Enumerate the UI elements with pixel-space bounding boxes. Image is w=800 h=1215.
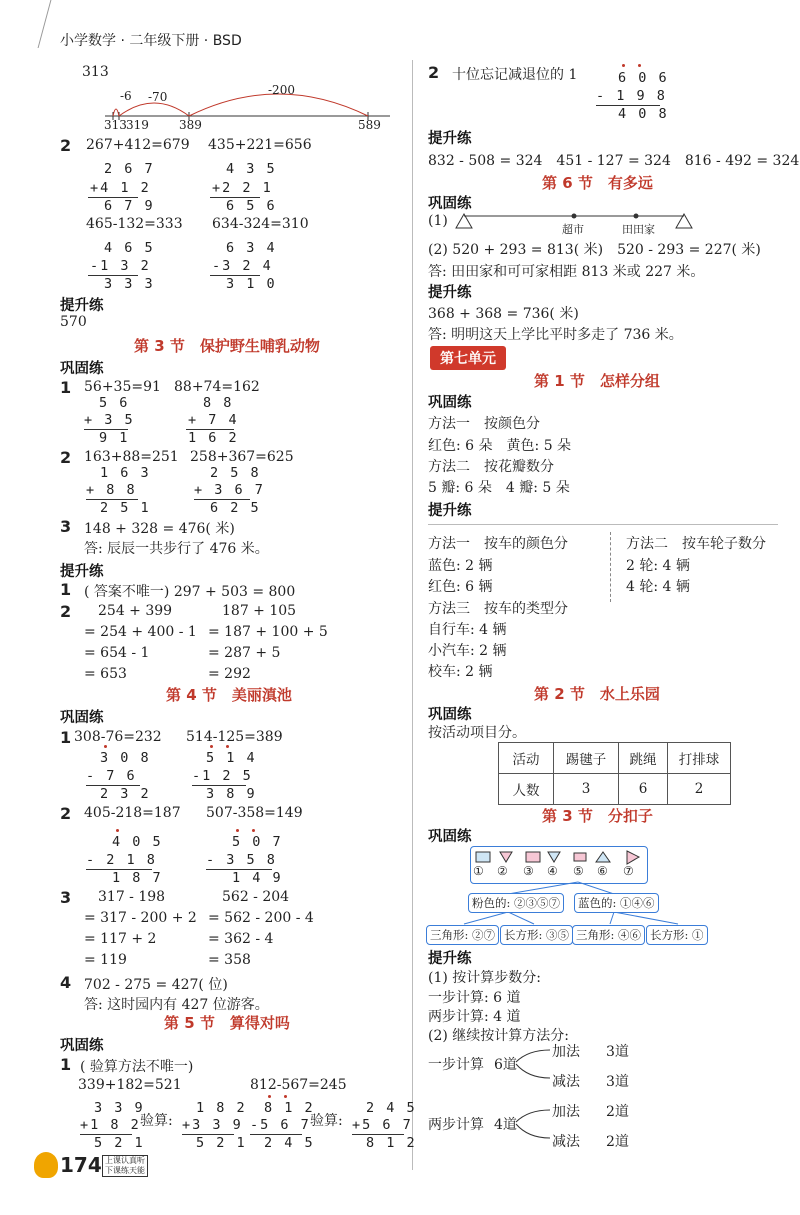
shape-number: ⑤ [573, 864, 584, 878]
page-header: 小学数学 · 二年级下册 · BSD [60, 33, 242, 49]
tree-root: 一步计算 [428, 1057, 484, 1073]
check-label: 验算: [140, 1113, 173, 1129]
step: = 287 + 5 [208, 645, 281, 661]
place-label: 超市 [562, 223, 584, 236]
tisheng-heading: 提升练 [60, 564, 104, 580]
line-tick-label: 319 [126, 118, 149, 132]
vertical-row: 3 1 0 [226, 276, 277, 292]
vertical-row: 6 7 9 [104, 198, 155, 214]
vertical-row: -5 6 7 [250, 1117, 311, 1133]
vertical-row: 2 5 8 [210, 465, 261, 481]
equation: 267+412=679 [86, 137, 190, 153]
method: 方法一 按车的颜色分 [428, 536, 568, 552]
vertical-row: 1 6 2 [188, 430, 239, 446]
tree-root: 两步计算 [428, 1117, 484, 1133]
equation: 258+367=625 [190, 449, 294, 465]
equation: 832 - 508 = 324 451 - 127 = 324 816 - 492 = 324 [428, 153, 800, 169]
branch-label: 减法 [552, 1074, 580, 1090]
tisheng-heading: 提升练 [428, 285, 472, 301]
method-result: 红色: 6 朵 黄色: 5 朵 [428, 438, 572, 454]
branch-label: 加法 [552, 1044, 580, 1060]
step: = 562 - 200 - 4 [208, 910, 314, 926]
dashed-divider [610, 532, 611, 602]
shapes-row [472, 849, 644, 865]
corner-mark [24, 0, 52, 48]
step: = 254 + 400 - 1 [84, 624, 197, 640]
vertical-row: 5 1 4 [206, 750, 257, 766]
gonggu-heading: 巩固练 [428, 196, 472, 212]
vertical-row: 6 0 6 [618, 70, 669, 86]
table-row [499, 774, 731, 805]
tisheng-heading: 提升练 [428, 503, 472, 519]
question-number: 2 [60, 448, 72, 467]
gonggu-heading: 巩固练 [428, 707, 472, 723]
borrow-dot [622, 64, 625, 67]
vertical-row: 5 6 [99, 395, 130, 411]
slogan-line: 下课练天能 [105, 1166, 145, 1175]
note: 十位忘记减退位的 1 [452, 67, 578, 83]
note: ( 验算方法不唯一) [80, 1059, 194, 1075]
step: = 653 [84, 666, 127, 682]
borrow-dot [268, 1095, 271, 1098]
vertical-row: +1 8 2 [80, 1117, 141, 1133]
step: = 187 + 100 + 5 [208, 624, 328, 640]
borrow-dot [116, 829, 119, 832]
method: 方法二 按花瓣数分 [428, 459, 554, 475]
vertical-row: 1 8 7 [112, 870, 163, 886]
vertical-row: 9 1 [99, 430, 130, 446]
vertical-row: 2 5 1 [100, 500, 151, 516]
borrow-dot [284, 1095, 287, 1098]
equation: 465-132=333 [86, 216, 183, 232]
vertical-row: 3 3 3 [104, 276, 155, 292]
vertical-row: - 2 1 8 [86, 852, 157, 868]
vertical-row: + 8 8 [86, 482, 137, 498]
table-cell: 人数 [499, 774, 554, 805]
step: 187 + 105 [222, 603, 297, 619]
branch-label: 加法 [552, 1104, 580, 1120]
vertical-row: 1 6 3 [100, 465, 151, 481]
vertical-row: - 1 9 8 [596, 88, 667, 104]
table-header: 活动 [499, 743, 554, 774]
vertical-row: +4 1 2 [90, 180, 151, 196]
gonggu-heading: 巩固练 [60, 710, 104, 726]
step: 317 - 198 [98, 889, 166, 905]
mascot-icon [34, 1152, 58, 1178]
part-label: (1) [428, 213, 448, 229]
slogan-box [102, 1155, 148, 1177]
method-result: 2 轮: 4 辆 [626, 558, 690, 574]
line-text: (2) 继续按计算方法分: [428, 1028, 569, 1044]
vertical-row: 6 5 6 [226, 198, 277, 214]
question-number: 4 [60, 973, 72, 992]
borrow-dot [252, 829, 255, 832]
check-label: 验算: [310, 1113, 343, 1129]
borrow-dot [638, 64, 641, 67]
vertical-row: -1 3 2 [90, 258, 151, 274]
group-leaf: 长方形: ③⑤ [500, 925, 573, 945]
vertical-row: 2 4 5 [264, 1135, 315, 1151]
tisheng-heading: 提升练 [428, 131, 472, 147]
top-number: 313 [82, 64, 109, 80]
question-number: 2 [60, 602, 72, 621]
answer: 570 [60, 314, 87, 330]
method: 方法二 按车轮子数分 [626, 536, 766, 552]
section-title: 第 6 节 有多远 [542, 174, 653, 192]
vertical-row: - 3 5 8 [206, 852, 277, 868]
page-number: 174 [60, 1153, 102, 1177]
vertical-row: + 3 5 [84, 412, 135, 428]
place-label: 田田家 [622, 223, 655, 236]
jump-label: -6 [120, 89, 132, 103]
tree-count: 4道 [494, 1117, 517, 1133]
vertical-row: 8 1 2 [264, 1100, 315, 1116]
table-header: 踢毽子 [554, 743, 619, 774]
step: 254 + 399 [98, 603, 173, 619]
table-row [499, 743, 731, 774]
method-result: 校车: 2 辆 [428, 664, 493, 680]
section-title: 第 2 节 水上乐园 [534, 685, 660, 703]
question-number: 1 [60, 378, 72, 397]
shape-number: ④ [547, 864, 558, 878]
question-number: 1 [60, 580, 72, 599]
section-title: 第 1 节 怎样分组 [534, 372, 660, 390]
borrow-dot [210, 745, 213, 748]
vertical-row: 3 8 9 [206, 786, 257, 802]
vertical-row: 8 1 2 [366, 1135, 417, 1151]
equation: 702 - 275 = 427( 位) [84, 977, 228, 993]
slogan-line: 上课认真听 [105, 1156, 145, 1165]
equation: 507-358=149 [206, 805, 303, 821]
vertical-row: +3 3 9 [182, 1117, 243, 1133]
equation: ( 答案不唯一) 297 + 503 = 800 [84, 584, 296, 600]
vertical-row: 2 4 5 [366, 1100, 417, 1116]
column-divider [412, 60, 413, 1170]
activity-table [498, 742, 731, 805]
tree-count: 6道 [494, 1057, 517, 1073]
borrow-dot [226, 745, 229, 748]
shape-number: ⑦ [623, 864, 634, 878]
borrow-dot [236, 829, 239, 832]
separator [428, 524, 778, 525]
vertical-row: - 7 6 [86, 768, 137, 784]
group-leaf: 长方形: ① [646, 925, 708, 945]
branch-label: 减法 [552, 1134, 580, 1150]
question-number: 3 [60, 517, 72, 536]
equation: (2) 520 + 293 = 813( 米) 520 - 293 = 227( 米) [428, 242, 761, 258]
group-leaf: 三角形: ④⑥ [572, 925, 645, 945]
equation: 88+74=162 [174, 379, 260, 395]
step: 562 - 204 [222, 889, 290, 905]
step: = 292 [208, 666, 251, 682]
equation: 514-125=389 [186, 729, 283, 745]
question-number: 3 [60, 888, 72, 907]
step: = 362 - 4 [208, 931, 274, 947]
vertical-row: 4 6 5 [104, 240, 155, 256]
branch-value: 2道 [606, 1104, 629, 1120]
vertical-row: 5 2 1 [94, 1135, 145, 1151]
method-result: 4 轮: 4 辆 [626, 579, 690, 595]
table-cell: 3 [554, 774, 619, 805]
question-number: 2 [60, 136, 72, 155]
vertical-row: 4 3 5 [226, 161, 277, 177]
vertical-row: 1 4 9 [232, 870, 283, 886]
group-pink: 粉色的: ②③⑤⑦ [468, 893, 564, 913]
vertical-row: 5 2 1 [196, 1135, 247, 1151]
equation: 56+35=91 [84, 379, 161, 395]
branch-lines [514, 1104, 554, 1144]
vertical-row: 2 3 2 [100, 786, 151, 802]
equation: 368 + 368 = 736( 米) [428, 306, 579, 322]
vertical-row: 1 8 2 [196, 1100, 247, 1116]
equation: 308-76=232 [74, 729, 162, 745]
shape-number: ② [497, 864, 508, 878]
line-text: 两步计算: 4 道 [428, 1009, 521, 1025]
vertical-row: 3 3 9 [94, 1100, 145, 1116]
section-title: 第 4 节 美丽滇池 [166, 686, 292, 704]
step: = 317 - 200 + 2 [84, 910, 197, 926]
equation: 339+182=521 [78, 1077, 182, 1093]
equation: 812-567=245 [250, 1077, 347, 1093]
answer: 答: 这时园内有 427 位游客。 [84, 997, 269, 1013]
shape-number: ③ [523, 864, 534, 878]
table-header: 跳绳 [619, 743, 668, 774]
vertical-row: +5 6 7 [352, 1117, 413, 1133]
line-text: 一步计算: 6 道 [428, 990, 521, 1006]
gonggu-heading: 巩固练 [428, 829, 472, 845]
shape-number: ⑥ [597, 864, 608, 878]
jump-label: -70 [148, 90, 168, 104]
tisheng-heading: 提升练 [60, 298, 104, 314]
note: 按活动项目分。 [428, 725, 526, 741]
answer: 答: 田田家和可可家相距 813 米或 227 米。 [428, 264, 705, 280]
vertical-row: -3 2 4 [212, 258, 273, 274]
step: = 119 [84, 952, 127, 968]
borrow-dot [104, 745, 107, 748]
vertical-row: 4 0 5 [112, 834, 163, 850]
vertical-row: 2 6 7 [104, 161, 155, 177]
answer: 答: 辰辰一共步行了 476 米。 [84, 541, 269, 557]
vertical-row: 6 3 4 [226, 240, 277, 256]
equation: 634-324=310 [212, 216, 309, 232]
section-title: 第 3 节 保护野生哺乳动物 [134, 337, 320, 355]
question-number: 1 [60, 728, 72, 747]
method-result: 5 瓣: 6 朵 4 瓣: 5 朵 [428, 480, 570, 496]
equation: 435+221=656 [208, 137, 312, 153]
method: 方法一 按颜色分 [428, 416, 540, 432]
table-cell: 6 [619, 774, 668, 805]
question-number: 2 [428, 63, 440, 82]
branch-value: 2道 [606, 1134, 629, 1150]
method-result: 自行车: 4 辆 [428, 622, 507, 638]
section-title: 第 3 节 分扣子 [542, 807, 653, 825]
answer: 答: 明明这天上学比平时多走了 736 米。 [428, 327, 683, 343]
line-tick-label: 389 [179, 118, 202, 132]
vertical-row: 6 2 5 [210, 500, 261, 516]
group-leaf: 三角形: ②⑦ [426, 925, 499, 945]
equation: 163+88=251 [84, 449, 179, 465]
table-cell: 2 [668, 774, 731, 805]
step: = 654 - 1 [84, 645, 150, 661]
unit-badge: 第七单元 [430, 346, 506, 370]
vertical-row: 3 0 8 [100, 750, 151, 766]
equation: 405-218=187 [84, 805, 181, 821]
vertical-row: + 3 6 7 [194, 482, 265, 498]
vertical-row: 8 8 [203, 395, 234, 411]
method-result: 蓝色: 2 辆 [428, 558, 493, 574]
vertical-row: + 7 4 [188, 412, 239, 428]
method-result: 红色: 6 辆 [428, 579, 493, 595]
question-number: 1 [60, 1055, 72, 1074]
question-number: 2 [60, 804, 72, 823]
gonggu-heading: 巩固练 [428, 395, 472, 411]
table-header: 打排球 [668, 743, 731, 774]
gonggu-heading: 巩固练 [60, 1038, 104, 1054]
step: = 358 [208, 952, 251, 968]
shape-number: ① [473, 864, 484, 878]
line-tick-label: 589 [358, 118, 381, 132]
group-blue: 蓝色的: ①④⑥ [574, 893, 659, 913]
jump-label: -200 [268, 83, 295, 97]
equation: 148 + 328 = 476( 米) [84, 521, 235, 537]
vertical-row: +2 2 1 [212, 180, 273, 196]
method-result: 小汽车: 2 辆 [428, 643, 507, 659]
vertical-row: 5 0 7 [232, 834, 283, 850]
line-tick-label: 313 [104, 118, 127, 132]
tisheng-heading: 提升练 [428, 951, 472, 967]
section-title: 第 5 节 算得对吗 [164, 1014, 290, 1032]
vertical-row: 4 0 8 [618, 106, 669, 122]
method: 方法三 按车的类型分 [428, 601, 568, 617]
branch-value: 3道 [606, 1044, 629, 1060]
line-text: (1) 按计算步数分: [428, 970, 541, 986]
step: = 117 + 2 [84, 931, 157, 947]
gonggu-heading: 巩固练 [60, 361, 104, 377]
branch-lines [514, 1044, 554, 1084]
branch-value: 3道 [606, 1074, 629, 1090]
vertical-row: -1 2 5 [192, 768, 253, 784]
